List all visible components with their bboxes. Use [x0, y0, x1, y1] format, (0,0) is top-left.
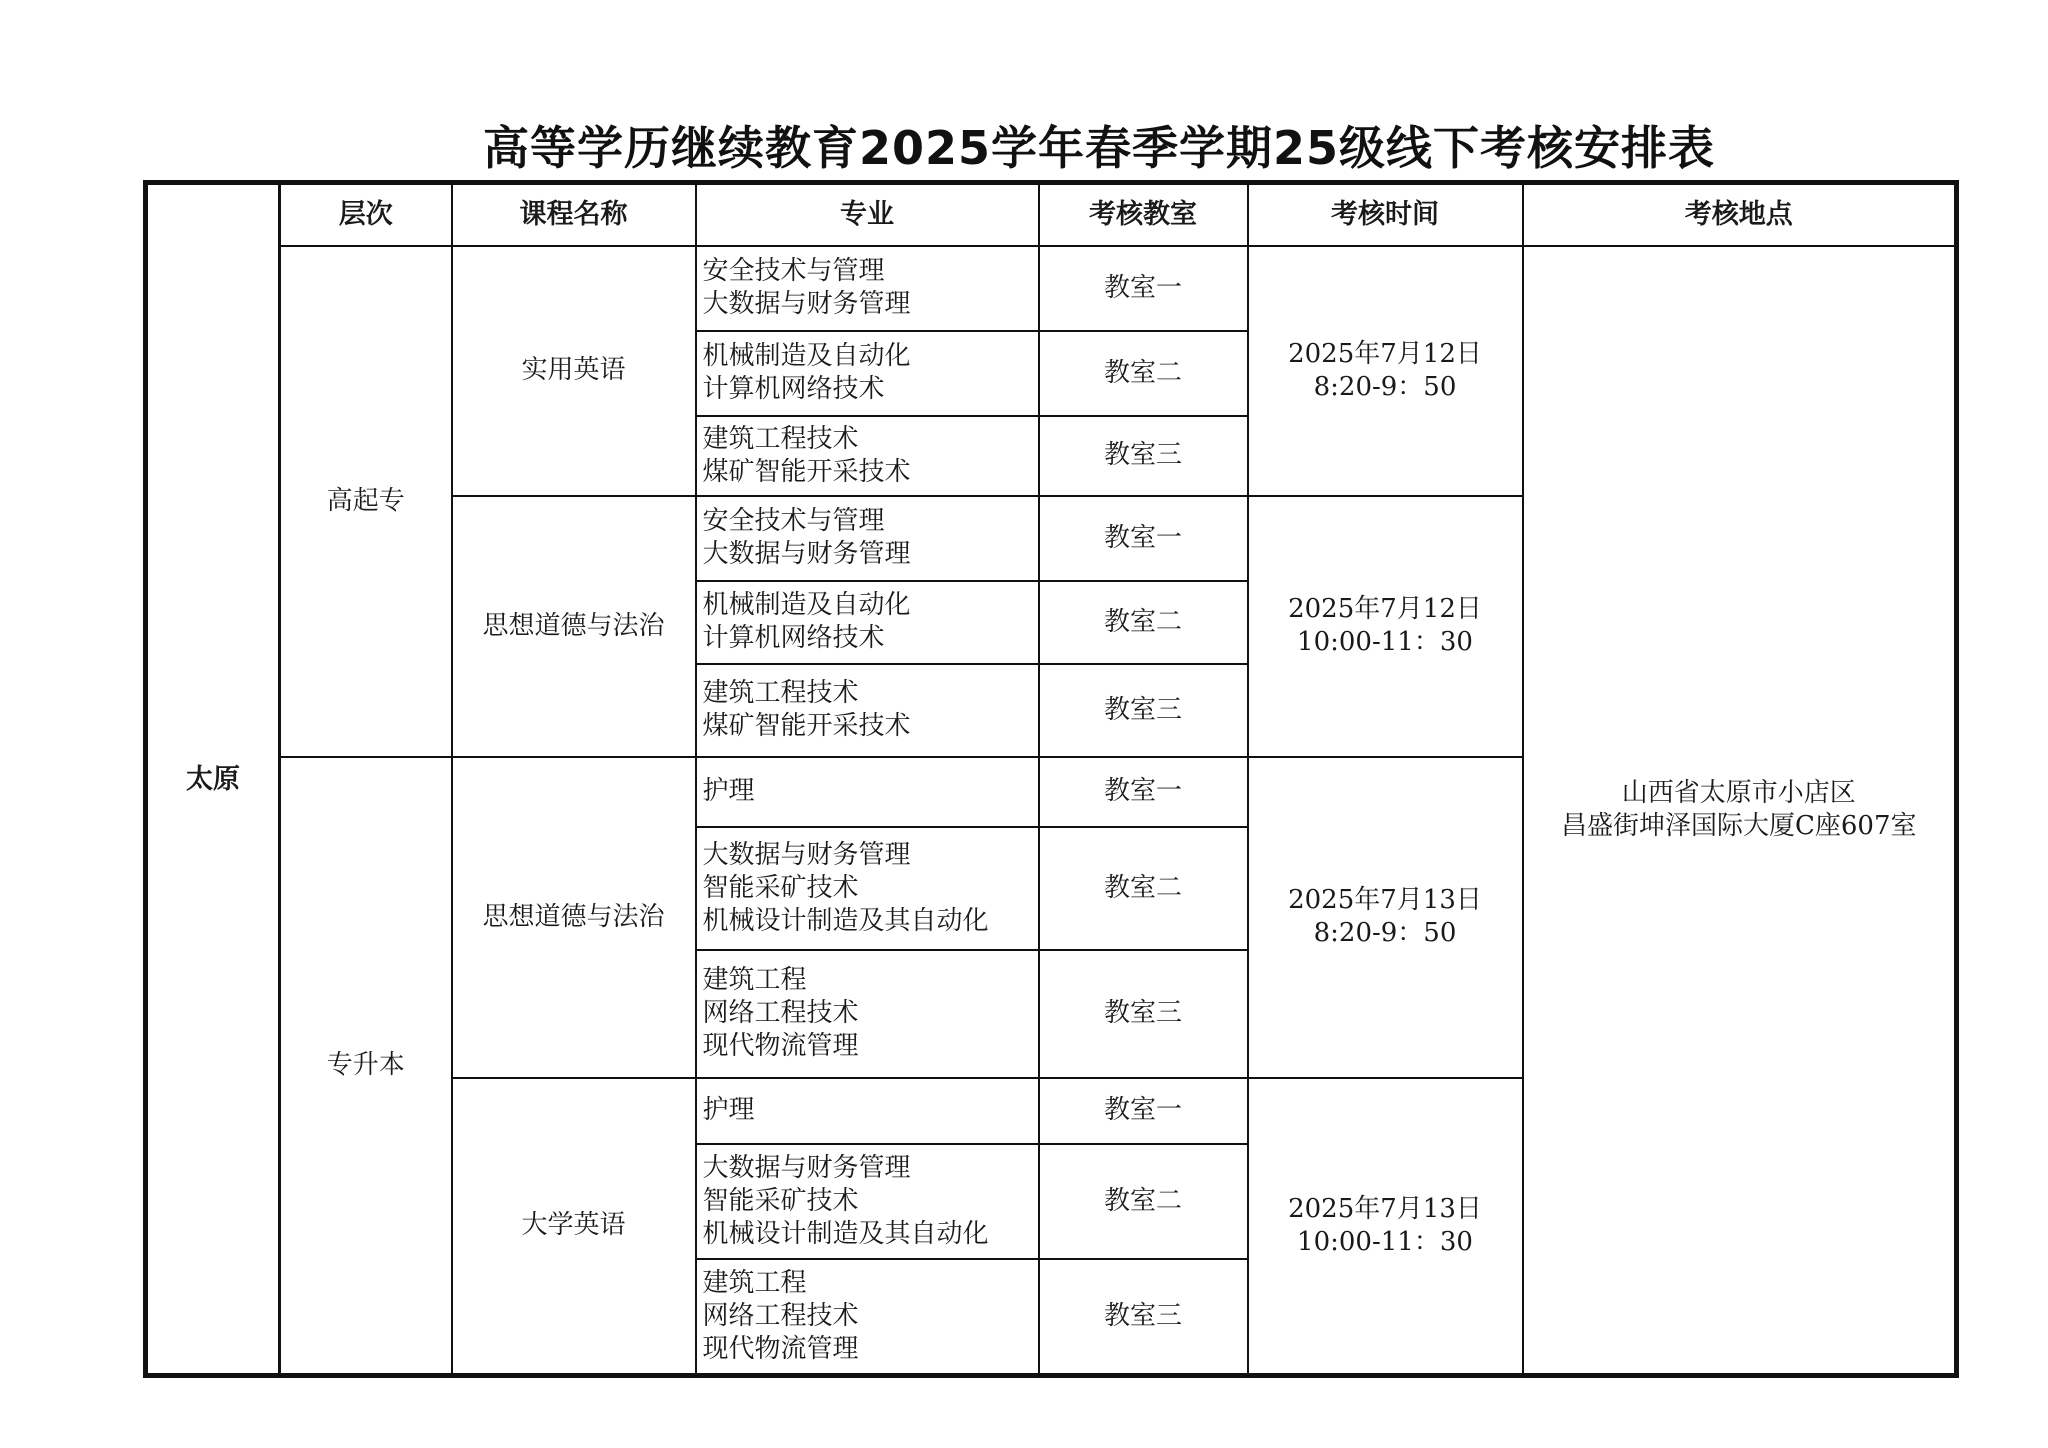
major-name: 计算机网络技术: [702, 623, 885, 653]
level-cell: 专升本: [280, 757, 452, 1376]
major-name: 建筑工程技术: [702, 423, 859, 454]
header-room: 考核教室: [1039, 183, 1248, 246]
major-name: 建筑工程技术: [702, 678, 859, 708]
major-name: 网络工程技术: [702, 1300, 859, 1331]
room-cell: 教室三: [1039, 416, 1248, 496]
exam-time: 8:20-9：50: [1313, 371, 1457, 402]
course-cell: 思想道德与法治: [452, 496, 696, 757]
exam-time: 10:00-11：30: [1297, 1226, 1473, 1257]
room-cell: 教室一: [1039, 246, 1248, 331]
major-name: 机械制造及自动化: [702, 590, 911, 620]
exam-date: 2025年7月12日: [1288, 594, 1482, 624]
major-name: 现代物流管理: [702, 1031, 859, 1061]
major-cell: [696, 331, 1039, 416]
major-name: 大数据与财务管理: [702, 839, 911, 870]
room-cell: 教室二: [1039, 331, 1248, 416]
major-name: 大数据与财务管理: [702, 539, 911, 569]
course-cell: 大学英语: [452, 1078, 696, 1376]
major-cell: [696, 581, 1039, 664]
major-cell: [696, 1078, 1039, 1144]
major-name: 智能采矿技术: [702, 1185, 859, 1216]
major-name: 机械制造及自动化: [702, 341, 911, 371]
room-cell: 教室三: [1039, 950, 1248, 1078]
major-name: 安全技术与管理: [702, 256, 885, 286]
major-name: 护理: [702, 1095, 755, 1125]
time-cell: [1248, 1078, 1523, 1376]
room-cell: 教室三: [1039, 1259, 1248, 1376]
table-row: [146, 246, 1957, 331]
city-cell: 太原: [146, 183, 280, 1376]
major-name: 建筑工程: [702, 965, 807, 995]
major-name: 机械设计制造及其自动化: [702, 1218, 989, 1249]
major-cell: [696, 664, 1039, 757]
major-name: 建筑工程: [702, 1267, 807, 1298]
room-cell: 教室一: [1039, 757, 1248, 827]
major-name: 煤矿智能开采技术: [702, 711, 911, 741]
major-cell: [696, 416, 1039, 496]
major-name: 机械设计制造及其自动化: [702, 905, 989, 936]
room-cell: 教室二: [1039, 827, 1248, 950]
major-name: 安全技术与管理: [702, 506, 885, 536]
major-name: 网络工程技术: [702, 998, 859, 1028]
location-line: 山西省太原市小店区: [1621, 777, 1856, 808]
location-cell: [1523, 246, 1957, 1376]
time-cell: [1248, 496, 1523, 757]
major-cell: [696, 950, 1039, 1078]
room-cell: 教室二: [1039, 581, 1248, 664]
exam-time: 10:00-11：30: [1297, 627, 1473, 657]
page-title: 高等学历继续教育2025学年春季学期25级线下考核安排表: [482, 121, 1716, 175]
major-name: 护理: [702, 776, 755, 806]
header-major: 专业: [696, 183, 1039, 246]
major-name: 大数据与财务管理: [702, 1152, 911, 1183]
course-cell: 实用英语: [452, 246, 696, 496]
major-name: 煤矿智能开采技术: [702, 456, 911, 487]
header-level: 层次: [280, 183, 452, 246]
room-cell: 教室三: [1039, 664, 1248, 757]
major-cell: [696, 827, 1039, 950]
header-location: 考核地点: [1523, 183, 1957, 246]
exam-schedule-table: [143, 180, 1959, 1378]
course-cell: 思想道德与法治: [452, 757, 696, 1078]
exam-time: 8:20-9：50: [1313, 918, 1457, 948]
exam-date: 2025年7月12日: [1288, 338, 1482, 369]
major-cell: [696, 496, 1039, 581]
room-cell: 教室一: [1039, 1078, 1248, 1144]
time-cell: [1248, 246, 1523, 496]
header-time: 考核时间: [1248, 183, 1523, 246]
location-line: 昌盛街坤泽国际大厦C座607室: [1560, 810, 1917, 841]
room-cell: 教室二: [1039, 1144, 1248, 1259]
level-cell: 高起专: [280, 246, 452, 757]
time-cell: [1248, 757, 1523, 1078]
major-cell: [696, 1259, 1039, 1376]
exam-date: 2025年7月13日: [1288, 885, 1482, 915]
header-course: 课程名称: [452, 183, 696, 246]
major-cell: [696, 757, 1039, 827]
major-name: 智能采矿技术: [702, 872, 859, 903]
major-name: 计算机网络技术: [702, 374, 885, 404]
header-row: [146, 183, 1957, 246]
major-cell: [696, 1144, 1039, 1259]
exam-date: 2025年7月13日: [1288, 1193, 1482, 1224]
major-name: 现代物流管理: [702, 1333, 859, 1364]
major-name: 大数据与财务管理: [702, 289, 911, 319]
room-cell: 教室一: [1039, 496, 1248, 581]
major-cell: [696, 246, 1039, 331]
